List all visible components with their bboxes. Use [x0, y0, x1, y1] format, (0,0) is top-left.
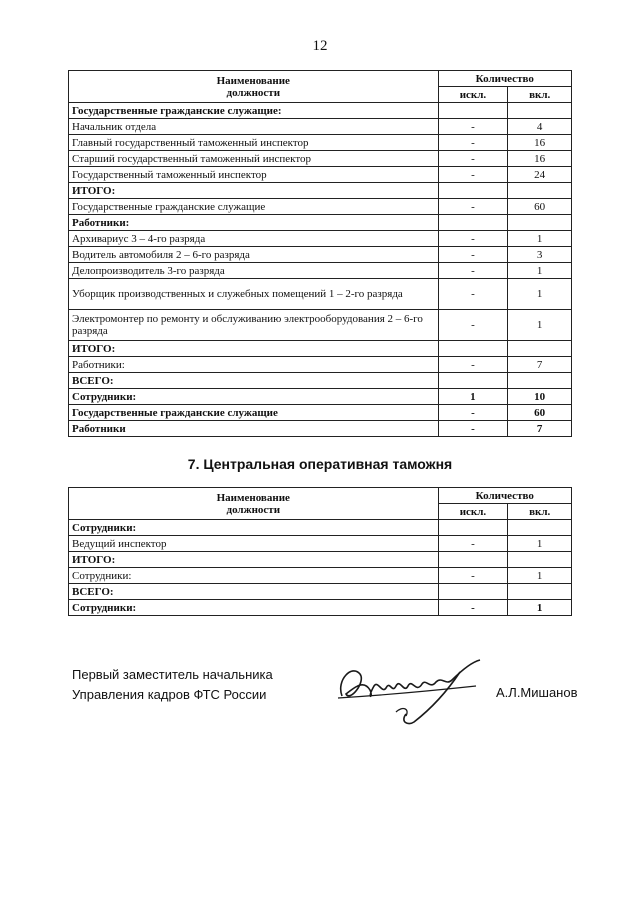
position-name: Водитель автомобиля 2 – 6-го разряда [69, 247, 439, 263]
table-header-row [69, 488, 572, 504]
position-name: Государственные гражданские служащие: [69, 103, 439, 119]
excl-count: - [438, 357, 508, 373]
position-name: Работники: [69, 357, 439, 373]
header-name-line1: Наименование [216, 491, 290, 504]
excl-count [438, 584, 508, 600]
position-name: Государственный таможенный инспектор [69, 167, 439, 183]
table-row [69, 247, 572, 263]
excl-count [438, 103, 508, 119]
header-name-line2: должности [226, 86, 281, 99]
excl-count: - [438, 568, 508, 584]
incl-count: 1 [508, 600, 572, 616]
excl-count [438, 341, 508, 357]
position-name: Сотрудники: [69, 568, 439, 584]
table-row [69, 135, 572, 151]
incl-count [508, 103, 572, 119]
position-name: Работники [69, 421, 439, 437]
position-name: Государственные гражданские служащие [69, 405, 439, 421]
incl-count [508, 215, 572, 231]
position-name: Архивариус 3 – 4-го разряда [69, 231, 439, 247]
excl-count: - [438, 263, 508, 279]
position-name: Уборщик производственных и служебных помещений 1 – 2-го разряда [69, 279, 439, 310]
incl-count: 1 [508, 310, 572, 341]
excl-count: - [438, 279, 508, 310]
table-row [69, 373, 572, 389]
table-row [69, 231, 572, 247]
excl-count: - [438, 199, 508, 215]
excl-count: - [438, 231, 508, 247]
excl-count: - [438, 167, 508, 183]
header-incl: вкл. [508, 504, 572, 520]
table-row [69, 167, 572, 183]
position-name: ИТОГО: [69, 341, 439, 357]
header-incl: вкл. [508, 87, 572, 103]
table-row [69, 389, 572, 405]
incl-count: 16 [508, 135, 572, 151]
incl-count: 60 [508, 199, 572, 215]
excl-count [438, 520, 508, 536]
incl-count [508, 584, 572, 600]
header-position-name [69, 488, 439, 520]
position-name: ИТОГО: [69, 183, 439, 199]
incl-count: 24 [508, 167, 572, 183]
incl-count [508, 341, 572, 357]
excl-count: - [438, 247, 508, 263]
excl-count: 1 [438, 389, 508, 405]
incl-count: 1 [508, 231, 572, 247]
excl-count [438, 215, 508, 231]
incl-count: 1 [508, 263, 572, 279]
position-name: ВСЕГО: [69, 373, 439, 389]
table-header-row [69, 71, 572, 87]
incl-count [508, 183, 572, 199]
incl-count: 7 [508, 357, 572, 373]
position-name: Сотрудники: [69, 600, 439, 616]
table-row [69, 568, 572, 584]
position-name: Сотрудники: [69, 520, 439, 536]
excl-count: - [438, 536, 508, 552]
header-quantity: Количество [438, 71, 571, 87]
table-row [69, 584, 572, 600]
table-row [69, 357, 572, 373]
table-row [69, 183, 572, 199]
header-quantity: Количество [438, 488, 571, 504]
excl-count [438, 552, 508, 568]
position-name: Сотрудники: [69, 389, 439, 405]
table-row [69, 215, 572, 231]
handwritten-signature [330, 650, 490, 730]
incl-count: 1 [508, 536, 572, 552]
incl-count: 1 [508, 568, 572, 584]
section-title: 7. Центральная оперативная таможня [187, 456, 453, 472]
table-row [69, 199, 572, 215]
signer-name: А.Л.Мишанов [496, 685, 578, 700]
header-name-line1: Наименование [216, 74, 290, 87]
incl-count: 60 [508, 405, 572, 421]
excl-count: - [438, 310, 508, 341]
position-name: Электромонтер по ремонту и обслуживанию электрооборудования 2 – 6-го разряда [69, 310, 439, 341]
table-row [69, 103, 572, 119]
excl-count: - [438, 405, 508, 421]
position-name: ИТОГО: [69, 552, 439, 568]
excl-count: - [438, 600, 508, 616]
header-position-name [69, 71, 439, 103]
incl-count: 4 [508, 119, 572, 135]
signer-title-line1: Первый заместитель начальника [72, 667, 273, 682]
position-name: Главный государственный таможенный инспектор [69, 135, 439, 151]
position-name: Государственные гражданские служащие [69, 199, 439, 215]
incl-count [508, 520, 572, 536]
excl-count: - [438, 151, 508, 167]
incl-count: 1 [508, 279, 572, 310]
incl-count: 3 [508, 247, 572, 263]
table-row [69, 552, 572, 568]
table-row [69, 263, 572, 279]
position-name: Старший государственный таможенный инспектор [69, 151, 439, 167]
header-excl: искл. [438, 504, 508, 520]
table-row [69, 536, 572, 552]
excl-count: - [438, 135, 508, 151]
staffing-table-2 [68, 487, 572, 616]
incl-count: 10 [508, 389, 572, 405]
table-row [69, 119, 572, 135]
table-row [69, 310, 572, 341]
incl-count [508, 552, 572, 568]
table-row [69, 405, 572, 421]
table-row [69, 279, 572, 310]
signer-title [72, 665, 273, 705]
excl-count: - [438, 119, 508, 135]
position-name: Начальник отдела [69, 119, 439, 135]
excl-count: - [438, 421, 508, 437]
position-name: ВСЕГО: [69, 584, 439, 600]
position-name: Делопроизводитель 3-го разряда [69, 263, 439, 279]
table-row [69, 421, 572, 437]
excl-count [438, 183, 508, 199]
incl-count: 16 [508, 151, 572, 167]
incl-count [508, 373, 572, 389]
header-name-line2: должности [226, 503, 281, 516]
table-row [69, 151, 572, 167]
signer-title-line2: Управления кадров ФТС России [72, 687, 267, 702]
incl-count: 7 [508, 421, 572, 437]
position-name: Работники: [69, 215, 439, 231]
header-excl: искл. [438, 87, 508, 103]
excl-count [438, 373, 508, 389]
table-row [69, 600, 572, 616]
table-row [69, 341, 572, 357]
position-name: Ведущий инспектор [69, 536, 439, 552]
staffing-table-1 [68, 70, 572, 437]
table-row [69, 520, 572, 536]
page-number: 12 [312, 38, 328, 54]
